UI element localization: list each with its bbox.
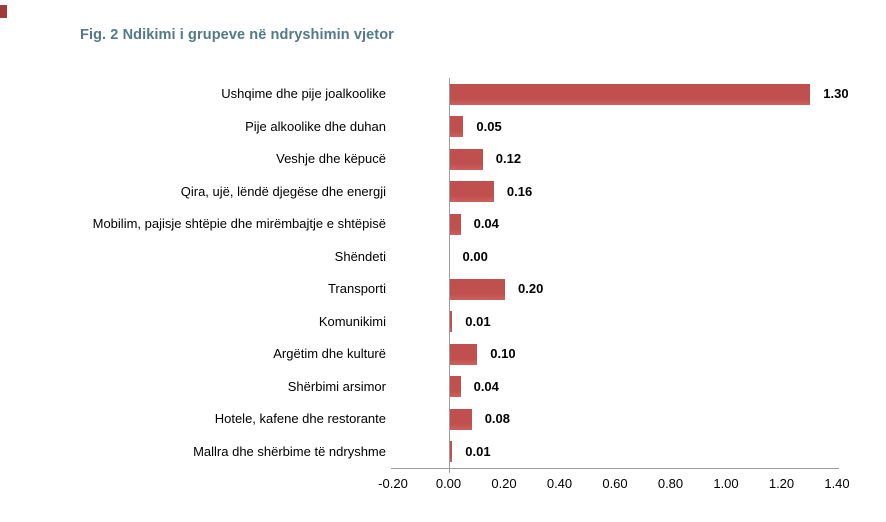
bar [450,84,811,105]
x-axis-tick-label: -0.20 [378,476,408,491]
category-label: Shërbimi arsimor [287,378,386,394]
x-axis-tick-label: 0.20 [491,476,517,491]
category-label: Mallra dhe shërbime të ndryshme [193,443,386,459]
bar [450,344,478,365]
bar [450,116,464,137]
bar [450,409,472,430]
bar [450,214,461,235]
bar [450,181,494,202]
bar-value-label: 0.20 [518,281,544,296]
category-label: Qira, ujë, lëndë djegëse dhe energji [180,183,386,199]
bar-value-label: 0.05 [476,118,502,134]
bar-value-label: 0.00 [462,248,488,264]
x-axis-line [391,468,839,469]
x-axis-tick-label: 0.80 [657,476,684,491]
bar-value-label: 1.30 [823,86,849,101]
corner-mark [0,5,7,18]
category-label: Mobilim, pajisje shtëpie dhe mirëmbajtje e shtëpisë [92,216,386,231]
bar [450,311,453,332]
category-label: Veshje dhe këpucë [276,151,386,166]
bar [450,376,461,397]
x-axis-tick-label: 0.60 [602,476,628,491]
bar-value-label: 0.04 [473,216,499,231]
bar [450,279,506,300]
bar-value-label: 0.16 [506,183,533,199]
bar-value-label: 0.01 [465,443,491,459]
x-axis-tick-label: 0.00 [435,476,462,491]
category-label: Pije alkoolike dhe duhan [245,118,386,134]
category-label: Ushqime dhe pije joalkoolike [221,86,386,101]
x-axis-tick-label: 1.20 [768,476,795,491]
category-label: Shëndeti [334,248,386,264]
x-axis-tick-label: 0.40 [546,476,573,491]
x-axis-tick-label: 1.40 [824,476,850,491]
category-label: Argëtim dhe kulturë [273,346,386,361]
category-label: Transporti [327,281,386,296]
bar-value-label: 0.08 [484,411,510,426]
x-axis-tick-label: 1.00 [713,476,739,491]
figure-title: Fig. 2 Ndikimi i grupeve në ndryshimin vjetor [80,27,394,43]
category-axis [0,78,386,468]
bar [450,441,453,462]
bar-value-label: 0.04 [473,378,499,394]
category-label: Hotele, kafene dhe restorante [214,411,386,426]
bar-value-label: 0.10 [490,346,516,361]
bar-value-label: 0.12 [495,151,522,166]
bar-value-label: 0.01 [465,313,491,329]
category-label: Komunikimi [318,313,386,329]
plot-area [378,78,850,491]
bar [450,149,483,170]
